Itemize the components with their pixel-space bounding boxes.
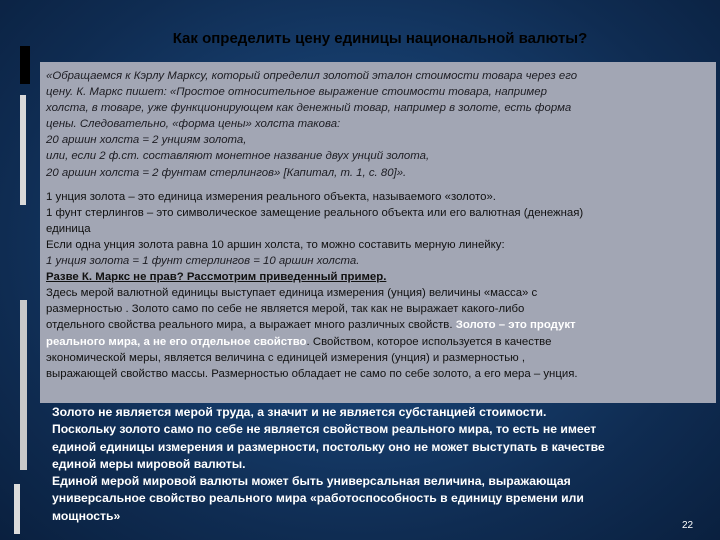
conclusion-line: Золото не является мерой труда, а значит и не является субстанцией стоимости. — [52, 405, 547, 419]
conclusion-line: Единой мерой мировой валюты может быть универсальная величина, выражающая — [52, 474, 571, 489]
explain-line: экономической меры, является величина с единицей измерения (унция) и размерностью , — [46, 351, 526, 364]
para-line: 1 фунт стерлингов – это символическое замещение реального объекта или его валютная (денежная) — [46, 206, 584, 219]
explain-line — [46, 334, 710, 350]
quote-line: 20 аршин холста = 2 унциям золота, — [46, 134, 247, 147]
highlight-text: реального мира, а не его отдельное свойство — [46, 335, 307, 348]
explain-line: выражающей свойство массы. Размерностью обладает не само по себе золото, а его мера – унция. — [46, 367, 578, 380]
explanation-paragraph — [46, 285, 710, 382]
conclusion-line: единой меры мировой валюты. — [52, 456, 246, 471]
marx-quote — [46, 68, 710, 181]
explain-line: размерностью . Золото само по себе не является мерой, так как не выражает какого-либо — [46, 303, 525, 316]
conclusion-line: Поскольку золото само по себе не является свойством реального мира, то есть не имеет — [52, 422, 597, 437]
decor-bar-light — [20, 95, 26, 205]
quote-line: или, если 2 ф.ст. составляют монетное название двух унций золота, — [46, 150, 430, 163]
para-line: Если одна унция золота равна 10 аршин холста, то можно составить мерную линейку: — [46, 238, 505, 251]
question-heading: Разве К. Маркс не прав? Рассмотрим приведенный пример. — [46, 271, 387, 284]
slide-title: Как определить цену единицы национальной валюты? — [172, 30, 588, 47]
para-line: 1 унция золота – это единица измерения реального объекта, называемого «золото». — [46, 190, 496, 203]
explain-line — [46, 317, 710, 333]
explain-line: Здесь мерой валютной единицы выступает единица измерения (унция) величины «масса» с — [46, 287, 538, 300]
conclusion-line: мощность» — [52, 508, 121, 523]
decor-bar-bottom — [14, 484, 20, 534]
quote-line: цену. К. Маркс пишет: «Простое относительное выражение стоимости товара, например — [46, 86, 547, 99]
left-edge-bar — [0, 0, 12, 540]
conclusion-text — [44, 404, 712, 525]
quote-line: цены. Следовательно, «форма цены» холста такова: — [46, 118, 341, 131]
content-box — [40, 62, 716, 403]
explain-text: . Свойством, которое используется в качестве — [306, 335, 552, 348]
conclusion-line: единой единицы измерения и размерности, постольку оно не может выступать в качестве — [52, 439, 605, 454]
quote-line: «Обращаемся к Кэрлу Марксу, который определил золотой эталон стоимости товара через его — [46, 70, 578, 82]
conclusion-line: универсальное свойство реального мира «работоспособность в единицу времени или — [52, 491, 584, 506]
decor-bar-black — [20, 46, 30, 84]
page-number: 22 — [682, 520, 694, 531]
explain-text: отдельного свойства реального мира, а выражает много различных свойств. — [46, 319, 456, 332]
measuring-scale-line: 1 унция золота = 1 фунт стерлингов = 10 аршин холста. — [46, 255, 360, 268]
para-line: единица — [46, 222, 91, 235]
decor-bar-grey — [20, 300, 27, 470]
quote-line: холста, в товаре, уже функционирующем как денежный товар, например в золоте, есть форма — [46, 102, 572, 115]
highlight-text: Золото – это продукт — [455, 319, 576, 332]
quote-line: 20 аршин холста = 2 фунтам стерлингов» [Капитал, т. 1, с. 80]». — [46, 166, 407, 179]
units-paragraph — [46, 189, 710, 269]
